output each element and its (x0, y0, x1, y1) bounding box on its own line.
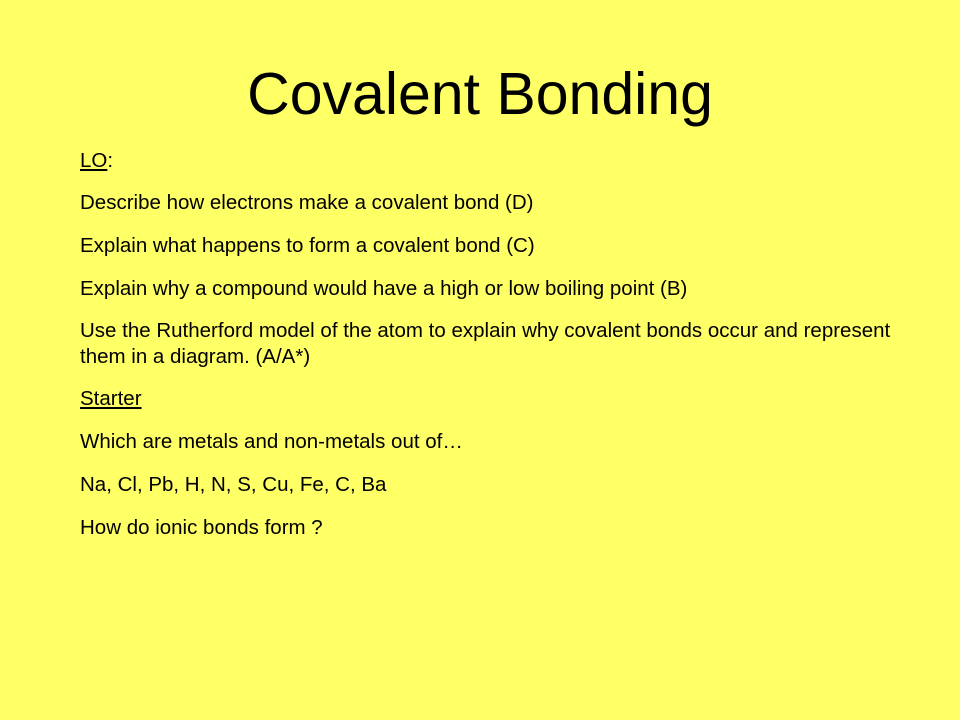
objective-2: Explain what happens to form a covalent bond (C) (80, 234, 535, 257)
slide-body (80, 148, 900, 541)
starter-question: Which are metals and non-metals out of… (80, 430, 463, 453)
slide-title: Covalent Bonding (247, 61, 713, 127)
objective-1: Describe how electrons make a covalent bond (D) (80, 191, 534, 214)
lo-suffix: : (107, 149, 114, 172)
ionic-question: How do ionic bonds form ? (80, 516, 323, 539)
objective-4: Use the Rutherford model of the atom to explain why covalent bonds occur and represent them in a diagram. (A/A*) (80, 319, 891, 368)
element-list: Na, Cl, Pb, H, N, S, Cu, Fe, C, Ba (80, 473, 387, 496)
lo-line (80, 148, 900, 174)
objective-3: Explain why a compound would have a high or low boiling point (B) (80, 277, 688, 300)
lo-label: LO (80, 149, 108, 172)
starter-heading: Starter (80, 387, 142, 410)
